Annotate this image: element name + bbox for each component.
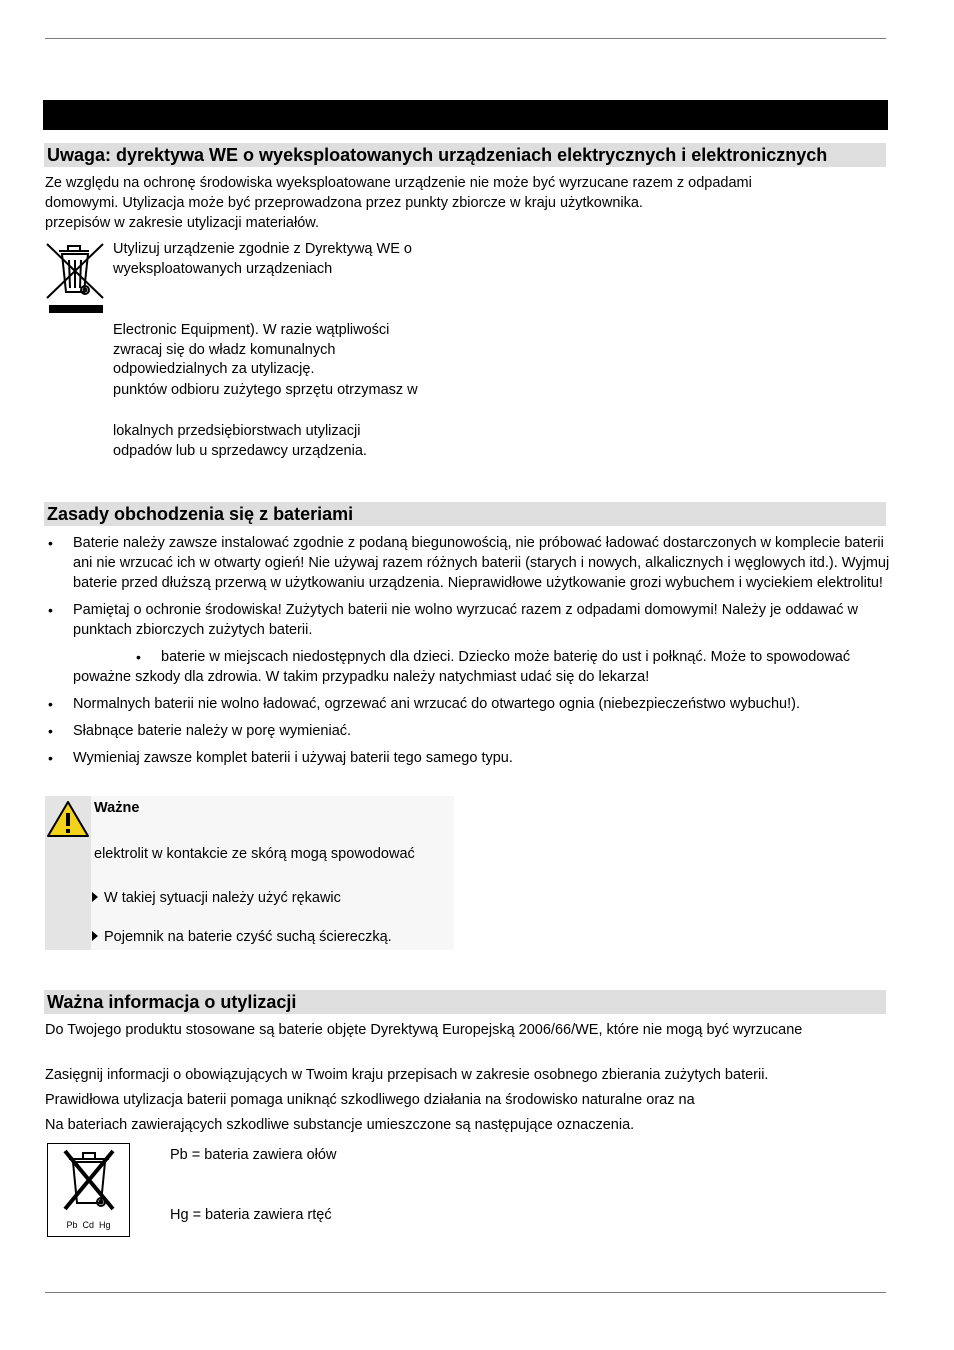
weee-icon-text: zwracaj się do władz komunalnych xyxy=(113,342,336,358)
warning-item-text: Pojemnik na baterie czyść suchą ściereczką. xyxy=(104,929,392,945)
warning-item-text: W takiej sytuacji należy użyć rękawic xyxy=(104,890,341,906)
weee-icon-text: Electronic Equipment). W razie wątpliwości xyxy=(113,322,390,338)
battery-rules-list xyxy=(45,533,890,775)
weee-icon-text: lokalnych przedsiębiorstwach utylizacji xyxy=(113,423,361,439)
header-bar xyxy=(43,100,888,130)
battery-mark-text: Hg = bateria zawiera rtęć xyxy=(170,1207,332,1223)
disposal-text-line: Zasięgnij informacji o obowiązujących w Twoim kraju przepisach w zakresie osobnego zbierania zużytych baterii. xyxy=(45,1067,769,1083)
battery-symbol-label: Pb Cd Hg xyxy=(66,1220,111,1230)
battery-rules-heading: Zasady obchodzenia się z bateriami xyxy=(44,502,886,526)
weee-icon-text: odpowiedzialnych za utylizację. xyxy=(113,361,315,377)
warning-item xyxy=(92,927,392,947)
list-item: • baterie w miejscach niedostępnych dla dzieci. Dziecko może baterię do ust i połknąć. Może to spowodować poważne szkody dla zdrowia. W takim przypadku należy natychmiast udać się do lekarza! xyxy=(45,647,890,687)
disposal-text-line: Na bateriach zawierających szkodliwe substancje umieszczone są następujące oznaczenia. xyxy=(45,1117,635,1133)
crossed-bin-icon xyxy=(57,1147,121,1217)
list-item: • Słabnące baterie należy w porę wymieniać. xyxy=(45,721,890,741)
list-item: • Pamiętaj o ochronie środowiska! Zużytych baterii nie wolno wyrzucać razem z odpadami domowymi! Należy je oddawać w punktach zbiorczych zużytych baterii. xyxy=(45,600,890,640)
weee-text-line: Ze względu na ochronę środowiska wyeksploatowane urządzenie nie może być wyrzucane razem z odpadami xyxy=(45,175,752,191)
weee-icon-text: wyeksploatowanych urządzeniach xyxy=(113,261,333,277)
arrow-right-icon xyxy=(92,892,98,902)
list-item: • Baterie należy zawsze instalować zgodnie z podaną biegunowością, nie próbować ładować dostarczonych w komplecie baterii ani nie wrzucać ich w otwarty ogień! Nie używaj razem różnych baterii (starych i nowych, alkalicznych i węglowych itd.). Wyjmuj baterie przed dłuższą przerwą w użytkowaniu urządzenia. Nieprawidłowe użytkowanie grozi wybuchem i wyciekiem elektrolitu! xyxy=(45,533,890,593)
warning-title: Ważne xyxy=(94,800,140,816)
battery-symbol-box xyxy=(47,1143,130,1237)
weee-icon-text: odpadów lub u sprzedawcy urządzenia. xyxy=(113,443,367,459)
arrow-right-icon xyxy=(92,931,98,941)
list-item: • Wymieniaj zawsze komplet baterii i używaj baterii tego samego typu. xyxy=(45,748,890,768)
weee-text-line: przepisów w zakresie utylizacji materiałów. xyxy=(45,215,319,231)
list-item: • Normalnych baterii nie wolno ładować, ogrzewać ani wrzucać do otwartego ognia (niebezpieczeństwo wybuchu!). xyxy=(45,694,890,714)
warning-text: elektrolit w kontakcie ze skórą mogą spowodować xyxy=(94,846,415,862)
battery-mark-text: Pb = bateria zawiera ołów xyxy=(170,1147,337,1163)
warning-triangle-icon xyxy=(46,800,90,838)
weee-heading: Uwaga: dyrektywa WE o wyeksploatowanych urządzeniach elektrycznych i elektronicznych xyxy=(44,143,886,167)
weee-icon-text: punktów odbioru zużytego sprzętu otrzymasz w xyxy=(113,382,418,398)
disposal-heading: Ważna informacja o utylizacji xyxy=(44,990,886,1014)
footer-rule xyxy=(45,1292,886,1293)
weee-text-line: domowymi. Utylizacja może być przeprowadzona przez punkty zbiorcze w kraju użytkownika. xyxy=(45,195,643,211)
disposal-text-line: Do Twojego produktu stosowane są baterie objęte Dyrektywą Europejską 2006/66/WE, które nie mogą być wyrzucane xyxy=(45,1022,803,1038)
warning-item xyxy=(92,888,341,908)
weee-icon-text: Utylizuj urządzenie zgodnie z Dyrektywą WE o xyxy=(113,241,412,257)
crossed-bin-icon xyxy=(45,240,107,314)
header-rule xyxy=(45,38,886,39)
disposal-text-line: Prawidłowa utylizacja baterii pomaga uniknąć szkodliwego działania na środowisko naturalne oraz na xyxy=(45,1092,695,1108)
